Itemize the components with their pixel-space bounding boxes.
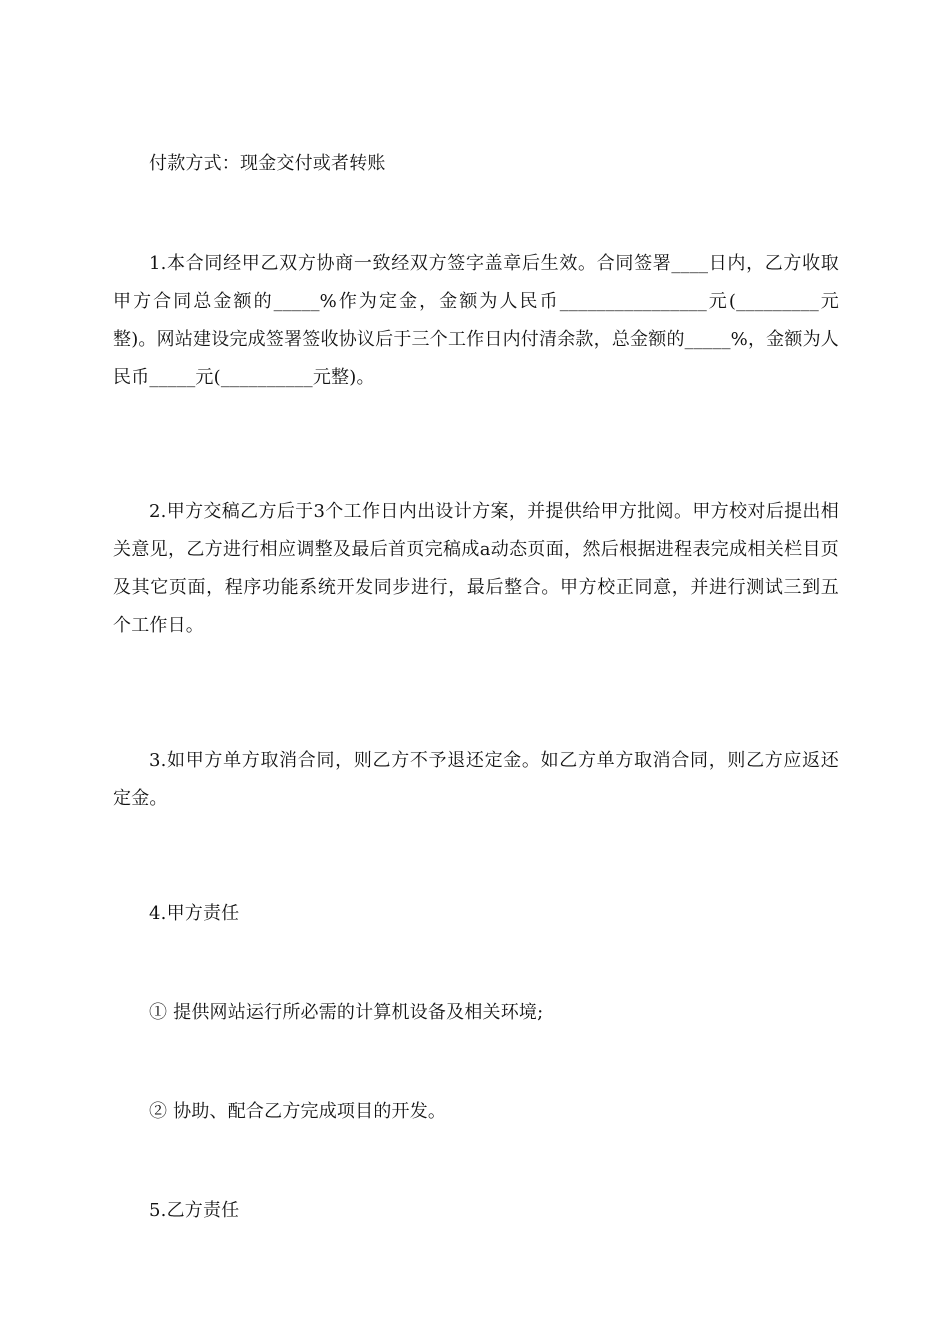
payment-method-line: 付款方式：现金交付或者转账 [149, 153, 386, 174]
clause-5-heading: 5.乙方责任 [149, 1200, 240, 1221]
clause-4-item-1: ① 提供网站运行所必需的计算机设备及相关环境; [149, 1002, 544, 1023]
clause-4-heading: 4.甲方责任 [149, 903, 240, 924]
clause-1-paragraph: 1.本合同经甲乙双方协商一致经双方签字盖章后生效。合同签署____日内，乙方收取甲方合同总金额的_____%作为定金，金额为人民币________________元(_________元整)。网站建设完成签署签收协议后于三个工作日内付清余款，总金额的_____%，金额为人民币_____元(__________元整)。 [113, 253, 839, 388]
clause-4-item-2: ② 协助、配合乙方完成项目的开发。 [149, 1101, 447, 1122]
clause-2-paragraph: 2.甲方交稿乙方后于3个工作日内出设计方案，并提供给甲方批阅。甲方校对后提出相关意见，乙方进行相应调整及最后首页完稿成a动态页面，然后根据进程表完成相关栏目页及其它页面，程序功能系统开发同步进行，最后整合。甲方校正同意，并进行测试三到五个工作日。 [113, 501, 839, 636]
clause-3-paragraph: 3.如甲方单方取消合同，则乙方不予退还定金。如乙方单方取消合同，则乙方应返还定金。 [113, 750, 839, 809]
